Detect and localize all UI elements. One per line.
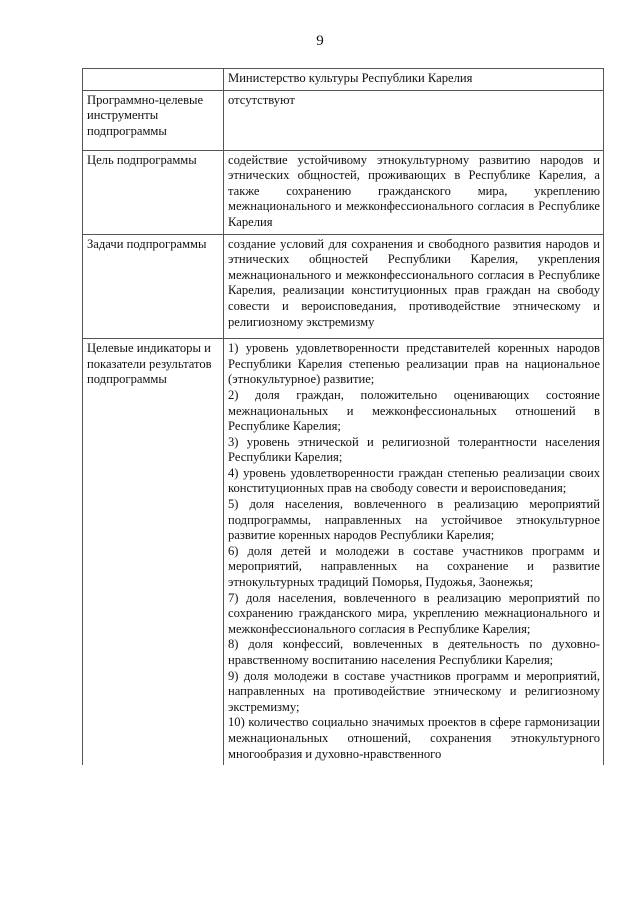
indicator-item: 4) уровень удовлетворенности граждан степенью реализации своих конституционных прав на свободу совести и вероисповедания; [228, 465, 600, 496]
indicator-item: 10) количество социально значимых проектов в сфере гармонизации межнациональных отношений, сохранения этнокультурного многообразия и духовно-нравственного [228, 715, 600, 761]
indicator-item: 2) доля граждан, положительно оценивающих состояние межнациональных и межконфессиональных отношений в Республике Карелия; [228, 387, 600, 434]
indicator-item: 9) доля молодежи в составе участников программ и мероприятий, направленных на противодействие этническому и религиозному экстремизму; [228, 668, 600, 714]
table-row-goal [83, 150, 604, 234]
row-value: отсутствуют [224, 90, 604, 150]
row-label [83, 69, 224, 91]
table-row-indicators [83, 339, 604, 766]
page-number: 9 [316, 33, 324, 49]
indicator-item: 6) доля детей и молодежи в составе участников программ и мероприятий, направленных на сохранение и развитие этнокультурных традиций Поморья, Пудожья, Заонежья; [228, 543, 600, 590]
row-label: Цель подпрограммы [83, 150, 224, 234]
table-row-tasks [83, 234, 604, 339]
row-label: Задачи подпрограммы [83, 234, 224, 339]
row-value: Министерство культуры Республики Карелия [224, 69, 604, 91]
table-row-instruments [83, 90, 604, 150]
indicator-item: 3) уровень этнической и религиозной толерантности населения Республики Карелия; [228, 434, 600, 465]
indicator-item: 7) доля населения, вовлеченного в реализацию мероприятий по сохранению гражданского мира, укреплению межнационального и межконфессионального согласия в Республике Карелия; [228, 590, 600, 636]
table-row-executor [83, 69, 604, 91]
row-value: создание условий для сохранения и свободного развития народов и этнических общностей Республики Карелия, укрепления межнационального и межконфессионального согласия в Республике Карелия, реализации конституционных прав граждан на свободу совести и вероисповедания, противодействие этническому и религиозному экстремизму [224, 234, 604, 339]
indicators-list [224, 339, 604, 766]
subprogram-passport-table [82, 68, 604, 765]
row-label: Программно-целевые инструменты подпрограммы [83, 90, 224, 150]
row-label: Целевые индикаторы и показатели результатов подпрограммы [83, 339, 224, 766]
row-value: содействие устойчивому этнокультурному развитию народов и этнических общностей, проживающих в Республике Карелия, а также сохранению гражданского мира, укреплению межнационального и межконфессионального согласия в Республике Карелия [224, 150, 604, 234]
indicator-item: 1) уровень удовлетворенности представителей коренных народов Республики Карелия степенью реализации прав на национальное (этнокультурное) развитие; [228, 341, 600, 387]
indicator-item: 5) доля населения, вовлеченного в реализацию мероприятий подпрограммы, направленных на устойчивое этнокультурное развитие коренных народов Республики Карелия; [228, 497, 600, 543]
indicator-item: 8) доля конфессий, вовлеченных в деятельность по духовно-нравственному воспитанию населения Республики Карелия; [228, 637, 600, 667]
